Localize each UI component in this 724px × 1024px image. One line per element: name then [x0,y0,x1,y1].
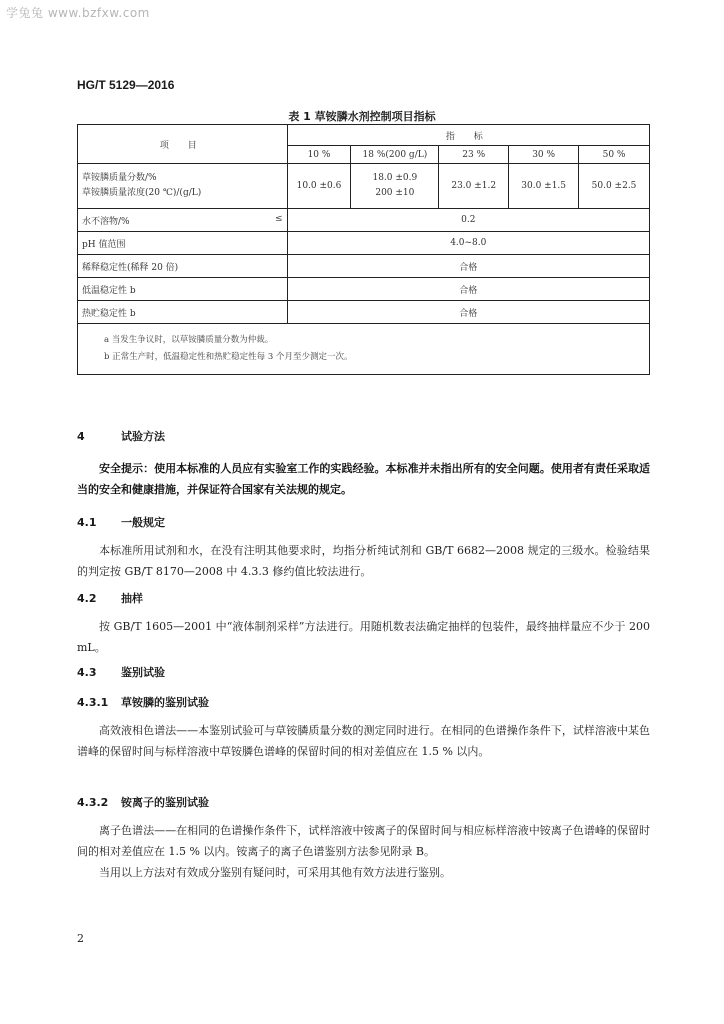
table-row-ph [78,232,650,255]
section-4-3-heading [77,664,165,680]
column-header: 50 % [579,146,650,164]
watermark: 学兔兔 www.bzfxw.com [6,6,150,20]
table-cell: 10.0 ±0.6 [287,164,351,209]
table-cell: 4.0~8.0 [287,232,649,255]
section-number: 4.3 [77,666,97,679]
row-label: 热贮稳定性 b [78,301,288,324]
column-header: 23 % [439,146,509,164]
concentration-label: 草铵膦质量浓度(20 ℃)/(g/L) [82,188,202,198]
table-row-dilution [78,255,650,278]
section-title: 一般规定 [121,516,165,529]
section-title: 铵离子的鉴别试验 [121,796,209,809]
section-4-2-text: 按 GB/T 1605—2001 中“液体制剂采样”方法进行。用随机数表法确定抽样的包装件，最终抽样量应不少于 200 mL。 [77,620,650,654]
table-cell: 30.0 ±1.5 [509,164,579,209]
page-number: 2 [77,932,84,945]
cell-value: 18.0 ±0.9 [372,173,418,183]
spec-table [77,124,650,375]
section-4-1-heading [77,514,165,530]
section-4-3-2-heading [77,794,209,810]
section-title: 鉴别试验 [121,666,165,679]
footnote-b: b 正常生产时，低温稳定性和热贮稳定性每 3 个月至少测定一次。 [104,352,353,362]
section-title: 抽样 [121,592,143,605]
section-4-3-2-note: 当用以上方法对有效成分鉴别有疑问时，可采用其他有效方法进行鉴别。 [99,866,451,879]
table-cell: 0.2 [287,209,649,232]
table-cell [351,164,439,209]
cell-value-conc: 200 ±10 [375,188,415,198]
header-item: 项 目 [78,125,288,164]
section-number: 4.1 [77,516,97,529]
table-header-row [78,125,650,146]
section-number: 4.2 [77,592,97,605]
section-4-1-text: 本标准所用试剂和水，在没有注明其他要求时，均指分析纯试剂和 GB/T 6682—2008 规定的三级水。检验结果的判定按 GB/T 8170—2008 中 4.3.3 修约值比较法进行。 [77,544,650,578]
table-notes [78,324,650,375]
column-header: 18 %(200 g/L) [351,146,439,164]
section-number: 4 [77,430,85,443]
section-title: 试验方法 [121,430,165,443]
content-label: 草铵膦质量分数/% [82,173,157,183]
section-4-heading [77,428,165,444]
table-row-low-temp [78,278,650,301]
row-label: pH 值范围 [78,232,288,255]
column-header: 30 % [509,146,579,164]
section-4-3-1-text: 高效液相色谱法——本鉴别试验可与草铵膦质量分数的测定同时进行。在相同的色谱操作条件下，试样溶液中某色谱峰的保留时间与标样溶液中草铵膦色谱峰的保留时间的相对差值应在 1.5 % 以内。 [77,724,650,758]
row-label [78,209,288,232]
table-cell: 合格 [287,301,649,324]
section-number: 4.3.2 [77,796,109,809]
section-title: 草铵膦的鉴别试验 [121,696,209,709]
row-label: 稀释稳定性(稀释 20 倍) [78,255,288,278]
section-4-2-heading [77,590,143,606]
row-label [78,164,288,209]
column-header: 10 % [287,146,351,164]
table-caption: 表 1 草铵膦水剂控制项目指标 [288,110,436,123]
insoluble-label: 水不溶物/% [82,216,130,227]
table-row-heat [78,301,650,324]
le-mark: ≤ [275,213,283,224]
footnote-a: a 当发生争议时，以草铵膦质量分数为仲裁。 [104,335,274,345]
row-label: 低温稳定性 b [78,278,288,301]
document-number: HG/T 5129—2016 [77,78,175,92]
table-row-content [78,164,650,209]
header-index: 指 标 [287,125,649,146]
table-notes-row [78,324,650,375]
table-cell: 23.0 ±1.2 [439,164,509,209]
table-cell: 50.0 ±2.5 [579,164,650,209]
table-cell: 合格 [287,255,649,278]
section-4-3-1-heading [77,694,209,710]
section-4-3-2-text: 离子色谱法——在相同的色谱操作条件下，试样溶液中铵离子的保留时间与相应标样溶液中铵离子色谱峰的保留时间的相对差值应在 1.5 % 以内。铵离子的离子色谱鉴别方法参见附录 B。 [77,824,650,858]
table-cell: 合格 [287,278,649,301]
section-number: 4.3.1 [77,696,109,709]
safety-notice: 安全提示：使用本标准的人员应有实验室工作的实践经验。本标准并未指出所有的安全问题。使用者有责任采取适当的安全和健康措施，并保证符合国家有关法规的规定。 [77,462,650,496]
table-row-insoluble [78,209,650,232]
